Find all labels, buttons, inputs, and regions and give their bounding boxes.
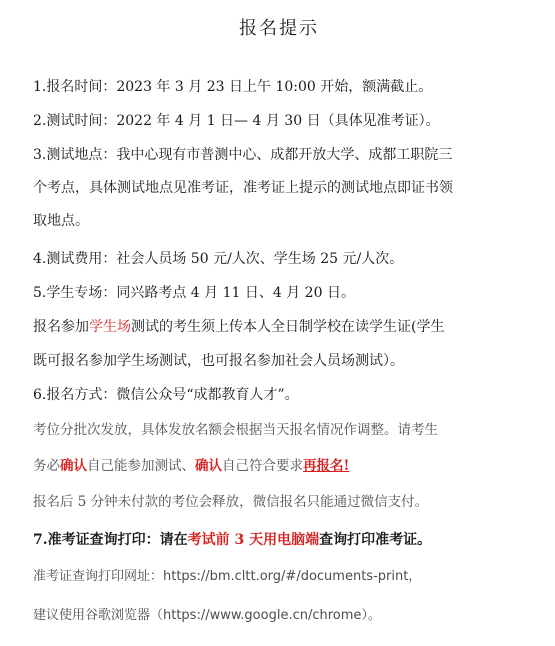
student-note-line-1 [33, 317, 525, 337]
student-note-post: 测试的考生须上传本人全日制学校在读学生证(学生 [131, 319, 445, 335]
item-test-time: 2.测试时间：2022 年 4 月 1 日— 4 月 30 日（具体见准考证）。 [33, 113, 440, 129]
batch-note-line-2 [33, 456, 525, 476]
batch-note-p1: 务必 [33, 458, 60, 474]
batch-note [33, 420, 525, 476]
item-test-location-line-1: 3.测试地点：我中心现有市普测中心、成都开放大学、成都工职院三 [33, 147, 453, 163]
student-session-highlight: 学生场 [89, 319, 131, 335]
item-student-session: 5.学生专场：同兴路考点 4 月 11 日、4 月 20 日。 [33, 285, 355, 301]
item-registration-time: 1.报名时间：2023 年 3 月 23 日上午 10:00 开始，额满截止。 [33, 79, 433, 95]
page-title: 报名提示 [239, 18, 319, 39]
browser-recommendation: 建议使用谷歌浏览器（https://www.google.cn/chrome）。 [33, 608, 381, 623]
admission-ticket-highlight: 考试前 3 天用电脑端 [187, 532, 320, 548]
item-test-location-line-3: 取地点。 [33, 213, 89, 229]
item-test-location-line-2: 个考点，具体测试地点见准考证，准考证上提示的测试地点即证书领 [33, 180, 453, 196]
item-admission-ticket [33, 530, 525, 550]
item-registration-method: 6.报名方式：微信公众号“成都教育人才”。 [33, 387, 299, 403]
batch-note-p2: 自己能参加测试、 [87, 458, 195, 474]
student-note-line-2: 既可报名参加学生场测试，也可报名参加社会人员场测试）。 [33, 353, 404, 369]
confirm-highlight-2: 确认 [195, 458, 222, 474]
ticket-url-line: 准考证查询打印网址：https://bm.cltt.org/#/documents-print， [33, 569, 422, 584]
notice-body [33, 77, 525, 626]
register-after-highlight: 再报名! [303, 458, 350, 474]
confirm-highlight-1: 确认 [60, 458, 87, 474]
item-test-fee: 4.测试费用：社会人员场 50 元/人次、学生场 25 元/人次。 [33, 251, 404, 267]
student-note-pre: 报名参加 [33, 319, 89, 335]
item-test-location [33, 145, 525, 231]
item-admission-ticket-pre: 7.准考证查询打印：请在 [33, 532, 188, 548]
student-note [33, 317, 525, 371]
batch-note-p3: 自己符合要求 [222, 458, 303, 474]
batch-note-line-1: 考位分批次发放，具体发放名额会根据当天报名情况作调整。请考生 [33, 422, 438, 438]
item-admission-ticket-post: 查询打印准考证。 [319, 532, 432, 548]
payment-note: 报名后 5 分钟未付款的考位会释放，微信报名只能通过微信支付。 [33, 494, 429, 510]
